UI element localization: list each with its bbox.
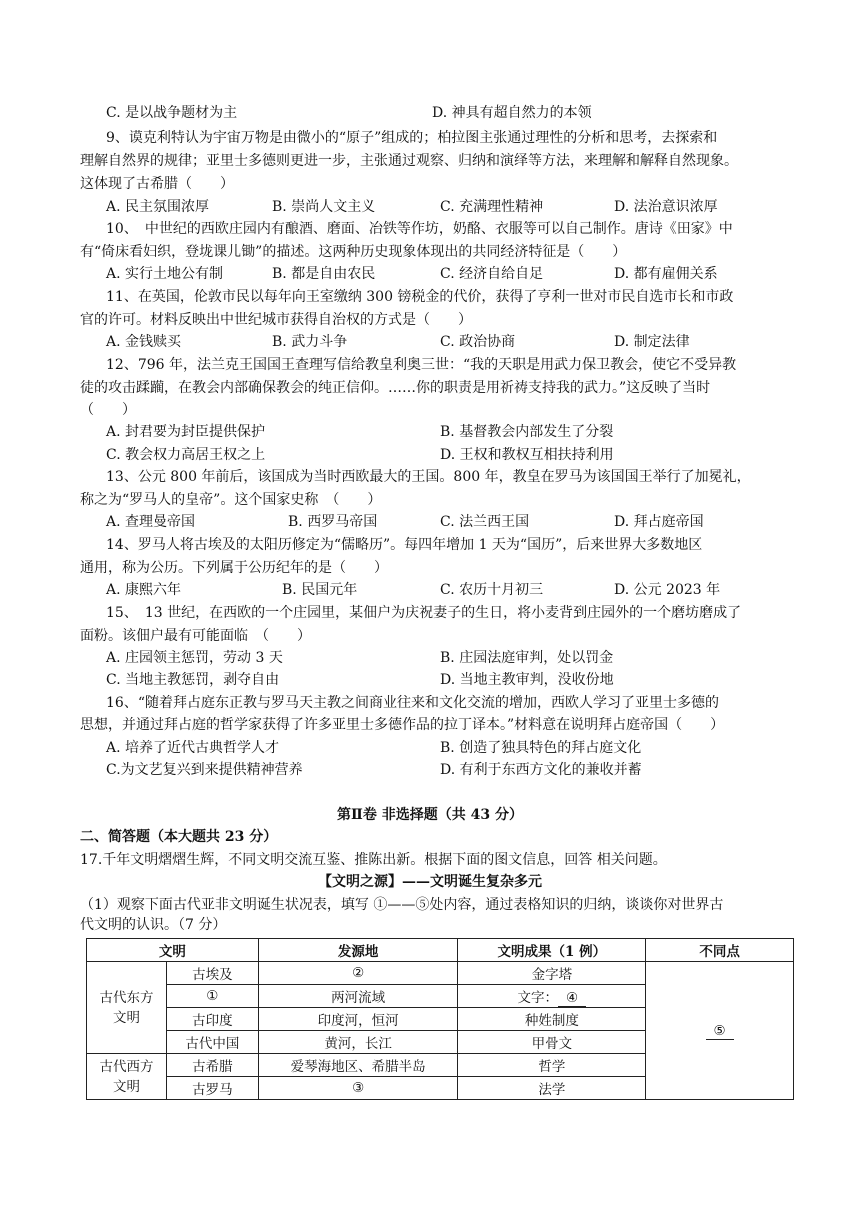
q8-option-d: D. 神具有超自然力的本领: [432, 105, 592, 121]
header-origin: 发源地: [258, 939, 458, 962]
q16-text-line2: 思想，并通过拜占庭的哲学家获得了许多亚里士多德作品的拉丁译本。”材料意在说明拜占庭帝国（ ）: [80, 717, 725, 733]
q13-option-c: C. 法兰西王国: [440, 514, 530, 530]
part2-title: 第Ⅱ卷 非选择题（共 43 分）: [337, 807, 523, 823]
table-header-row: [87, 939, 794, 962]
q11-option-b: B. 武力斗争: [272, 334, 348, 350]
header-achievement: 文明成果（1 例）: [458, 939, 646, 962]
header-civilization: 文明: [87, 939, 259, 962]
q12-option-a: A. 封君要为封臣提供保护: [106, 424, 266, 440]
civ-achievement: 文字： ④: [458, 985, 646, 1008]
q13-option-d: D. 拜占庭帝国: [614, 514, 704, 530]
q9-option-c: C. 充满理性精神: [440, 199, 544, 215]
q15-text-line1: 15、 13 世纪，在西欧的一个庄园里，某佃户为庆祝妻子的生日，将小麦背到庄园外的一个磨坊磨成了: [106, 605, 742, 621]
q11-option-d: D. 制定法律: [614, 334, 690, 350]
q9-option-a: A. 民主氛围浓厚: [106, 199, 210, 215]
q17-1-line2: 代文明的认识。（7 分）: [80, 917, 227, 933]
q10-text-line2: 有“倚床看妇织，登垅课儿锄”的描述。这两种历史现象体现出的共同经济特征是（ ）: [80, 244, 627, 260]
q9-text-line1: 9、谟克利特认为宇宙万物是由微小的“原子”组成的；柏拉图主张通过理性的分析和思考，去探索和: [106, 130, 718, 146]
q14-text-line2: 通用，称为公历。下列属于公历纪年的是（ ）: [80, 560, 388, 576]
q12-option-d: D. 王权和教权互相扶持利用: [440, 447, 614, 463]
table-row: [87, 962, 794, 985]
civ-name: 古埃及: [166, 962, 258, 985]
q9-option-d: D. 法治意识浓厚: [614, 199, 718, 215]
q9-text-line3: 这体现了古希腊（ ）: [80, 176, 234, 192]
q13-text-line1: 13、公元 800 年前后，该国成为当时西欧最大的王国。800 年，教皇在罗马为该国国王举行了加冕礼，: [106, 469, 751, 485]
q17-intro: 17.千年文明熠熠生辉，不同文明交流互鉴、推陈出新。根据下面的图文信息，回答 相关问题。: [80, 852, 667, 868]
blank-5: ⑤: [706, 1023, 734, 1040]
q17-1-line1: （1）观察下面古代亚非文明诞生状况表，填写 ①——⑤处内容，通过表格知识的归纳，谈谈你对世界古: [80, 897, 724, 913]
q9-text-line2: 理解自然界的规律；亚里士多德则更进一步，主张通过观察、归纳和演绎等方法，来理解和解释自然现象。: [80, 153, 738, 169]
q12-option-b: B. 基督教会内部发生了分裂: [440, 424, 614, 440]
q16-text-line1: 16、“随着拜占庭东正教与罗马天主教之间商业往来和文化交流的增加，西欧人学习了亚里士多德的: [106, 695, 719, 711]
civ-name: 古希腊: [166, 1054, 258, 1077]
q12-text-line2: 徒的攻击蹂躏，在教会内部确保教会的纯正信仰。……你的职责是用祈祷支持我的武力。”这反映了当时: [80, 380, 711, 396]
q16-option-d: D. 有利于东西方文化的兼收并蓄: [440, 762, 642, 778]
q14-option-b: B. 民国元年: [282, 582, 358, 598]
civ-origin: 爱琴海地区、希腊半岛: [258, 1054, 458, 1077]
q16-option-b: B. 创造了独具特色的拜占庭文化: [440, 740, 642, 756]
group-west: 古代西方文明: [87, 1054, 167, 1100]
q11-text-line2: 官的许可。材料反映出中世纪城市获得自治权的方式是（ ）: [80, 312, 472, 328]
civ-achievement: 种姓制度: [458, 1008, 646, 1031]
q10-text-line1: 10、 中世纪的西欧庄园内有酿酒、磨面、冶铁等作坊，奶酪、衣服等可以自己制作。唐诗《田家》中: [106, 221, 733, 237]
civ-name: 古印度: [166, 1008, 258, 1031]
q16-option-c: C.为文艺复兴到来提供精神营养: [106, 762, 303, 778]
header-difference: 不同点: [646, 939, 794, 962]
q13-option-a: A. 查理曼帝国: [106, 514, 196, 530]
q14-option-d: D. 公元 2023 年: [614, 582, 721, 598]
q15-text-line2: 面粉。该佃户最有可能面临 （ ）: [80, 628, 311, 644]
q15-option-b: B. 庄园法庭审判，处以罚金: [440, 650, 614, 666]
q8-option-c: C. 是以战争题材为主: [106, 105, 238, 121]
q15-option-c: C. 当地主教惩罚，剥夺自由: [106, 672, 280, 688]
q11-option-c: C. 政治协商: [440, 334, 516, 350]
q9-option-b: B. 崇尚人文主义: [272, 199, 376, 215]
civ-name: 古代中国: [166, 1031, 258, 1054]
civ-origin: 两河流域: [258, 985, 458, 1008]
civ-achievement: 哲学: [458, 1054, 646, 1077]
q10-option-c: C. 经济自给自足: [440, 266, 544, 282]
q11-option-a: A. 金钱赎买: [106, 334, 182, 350]
civ-achievement: 金字塔: [458, 962, 646, 985]
q14-option-a: A. 康熙六年: [106, 582, 182, 598]
civ-origin: ③: [258, 1077, 458, 1100]
q13-text-line2: 称之为“罗马人的皇帝”。这个国家史称 （ ）: [80, 492, 382, 508]
civ-name: ①: [166, 985, 258, 1008]
q15-option-d: D. 当地主教审判，没收份地: [440, 672, 614, 688]
q12-text-line3: （ ）: [80, 402, 136, 418]
section2-title: 二、简答题（本大题共 23 分）: [80, 829, 278, 845]
q10-option-d: D. 都有雇佣关系: [614, 266, 718, 282]
civ-achievement: 甲骨文: [458, 1031, 646, 1054]
civ-achievement: 法学: [458, 1077, 646, 1100]
q13-option-b: B. 西罗马帝国: [288, 514, 378, 530]
q14-text-line1: 14、罗马人将古埃及的太阳历修定为“儒略历”。每四年增加 1 天为“国历”，后来世界大多数地区: [106, 537, 703, 553]
civ-origin: 印度河，恒河: [258, 1008, 458, 1031]
civilization-table: [86, 938, 794, 1100]
civ-name: 古罗马: [166, 1077, 258, 1100]
q10-option-b: B. 都是自由农民: [272, 266, 376, 282]
q10-option-a: A. 实行土地公有制: [106, 266, 224, 282]
q16-option-a: A. 培养了近代古典哲学人才: [106, 740, 280, 756]
q11-text-line1: 11、在英国，伦敦市民以每年向王室缴纳 300 镑税金的代价，获得了亨利一世对市民自选市长和市政: [106, 289, 734, 305]
q14-option-c: C. 农历十月初三: [440, 582, 544, 598]
q12-text-line1: 12、796 年，法兰克王国国王查理写信给教皇利奥三世：“我的天职是用武力保卫教会，使它不受异教: [106, 357, 737, 373]
civ-origin: ②: [258, 962, 458, 985]
group-east: 古代东方文明: [87, 962, 167, 1054]
q15-option-a: A. 庄园领主惩罚，劳动 3 天: [106, 650, 283, 666]
q12-option-c: C. 教会权力高居王权之上: [106, 447, 266, 463]
q17-subtitle: 【文明之源】——文明诞生复杂多元: [318, 874, 542, 890]
difference-cell: [646, 962, 794, 1100]
civ-origin: 黄河，长江: [258, 1031, 458, 1054]
blank-4: ④: [558, 990, 586, 1007]
